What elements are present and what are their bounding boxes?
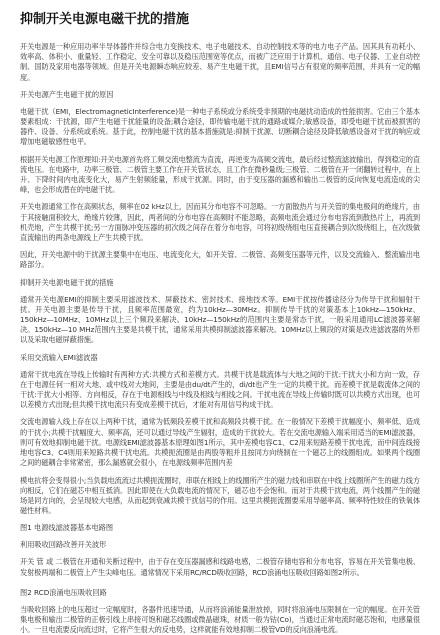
paragraph: 模电抗将会变得很小;当负载电流流过共模扼流圈时，串联在相线上的线圈所产生的磁力线和串联在中线上线圈所产生的磁力线方向相反，它们在磁芯中相互抵消。因此即使在大负载电流的情况下，磁芯也不会饱和。而对于共模干扰电流，两个线圈产生的磁场是同方向的，会呈现较大电感，从而起到衰减共模干扰信号的作用。这里共模扼流圈要采用导磁率高、频率特性较佳的铁氧体磁性材料。 [20, 475, 420, 516]
paragraph: 因此，开关电源中的干扰源主要集中在电压、电流变化大，如开关管、二极管、高频变压器等元件，以及交流输入、整流输出电路部分。 [20, 250, 420, 270]
section-heading: 抑制开关电源电磁干扰的措施 [20, 277, 114, 287]
paragraph: 通常干扰电流在导线上传输时有两种方式:共模方式和差模方式。共模干扰是载流体与大地之间的干扰:干扰大小和方向一致，存在于电源任何一相对大地、或中线对大地间，主要是由du/dt产生的，di/dt也产生一定的共模干扰。而差模干扰是载流体之间的干扰:干扰大小相等、方向相反，存在于电源相线与中线及相线与相线之间。干扰电流在导线上传输时既可以共模方式出现，也可以差模方式出现;但共模干扰电流只有变成差模干扰后，才能对有用信号构成干扰。 [20, 369, 420, 410]
paragraph: 开关电源是一种应用功率半导体器件并综合电力变换技术、电子电磁技术、自动控制技术等的电力电子产品。因其具有功耗小、效率高、体积小、重量轻、工作稳定、安全可靠以及稳压范围宽等优点，而被广泛应用于计算机、通信、电子仪器、工业自动控制、国防及家用电器等领域。但是开关电源瞬态响应较差、易产生电磁干扰，且EMI信号占有很宽的频率范围，并具有一定的幅度。 [20, 42, 420, 82]
article-body [20, 42, 420, 635]
section-heading: 图2 RCD浪涌电压吸收回路 [20, 587, 107, 597]
paragraph: 交流电源输入线上存在以上两种干扰，通常为低频段差模干扰和高频段共模干扰。在一般情况下差模干扰幅度小、频率低、造成的干扰小;共模干扰幅度大、频率高，还可以通过导线产生辐射，造成的干扰较大。若在交流电源输入端采用适当的EMI滤波器，则可有效地抑制电磁干扰。电源线EMI滤波器基本原理如图1所示，其中差模电容C1、C2用来短路差模干扰电流，而中间连线接地电容C3、C4则用来短路共模干扰电流。共模扼流圈是由两股等粗并且按同方向绕制在一个磁芯上的线圈组成。如果两个线圈之间的磁耦合非常紧密，那么漏感就会很小，在电源线频率范围内差 [20, 417, 420, 468]
section-heading: 采用交流输入EMI滤波器 [20, 352, 98, 362]
paragraph: 开关电源通常工作在高频状态，频率在02 kHz以上，因而其分布电容不可忽略。一方面散热片与开关管的集电极间的绝缘片，由于其接触面积较大，绝缘片较薄，因此，两者间的分布电容在高频时不能忽略，高频电流会通过分布电容流到散热片上，再流到机壳地，产生共模干扰;另一方面脉冲变压器的初次级之间存在着分布电容，可将初级绕组电压直接耦合到次级绕组上，在次级做直流输出的两条电源线上产生共模干扰。 [20, 202, 420, 243]
paragraph: 根据开关电源工作原理知:开关电源首先将工频交流电整流为直流，再逆变为高频交流电，最后经过整流滤波输出，得到稳定的直流电压。在电路中，功率三极管、二极管主要工作在开关管状态，且工作在微秒量级;三极管、二极管在开一闭翻转过程中，在上升、下降时间内电流变化大，易产生射频能量，形成干扰源。同时，由于变压器的漏感和输出二极管的反向恢复电流造成的尖峰，也会形成潜在的电磁干扰。 [20, 154, 420, 195]
paragraph: 开关 管 或 二极管在开通和关断过程中，由于存在变压器漏感和线路电感，二极管存储电容和分布电容，容易在开关管集电极、发射极两端和二极管上产生尖峰电压。通常情况下采用RC/RCD吸收回路，RCD浪涌电压吸收回路如图2所示。 [20, 557, 420, 577]
paragraph: 电磁干扰（EMI，ElectromagneticInterference)是一种电子系统或分系统受非预期的电磁扰动造成的性能损害。它由三个基本要素组成：干扰源，即产生电磁干扰能量的设备;耦合途径，即传输电磁干扰的通路或媒介;敏感设备，即受电磁干扰而被损害的器件、设备、分系统或系统。基于此，控制电磁干扰的基本措施就是:抑制干扰源、切断耦合途径及降低敏感设备对干扰的响应或增加电磁敏感性电平。 [20, 106, 420, 147]
paragraph: 通常开关电源EMI的抑制主要采用滤波技术、屏蔽技术、密封技术、接地技术等。EMI干扰按传播途径分为传导干扰和辐射干扰。开关电源主要是传导干扰，且频率范围最宽，约为10kHz—30MHz。抑制传导干扰的对策基本上10kHz—150kHz、150kHz—10MHz、10MHz以上三个频段来解决。10kHz—150kHz的范围内主要是常态干扰，一般采用通用LC滤波器来解决。150kHz—10 MHz范围内主要是共模干扰，通常采用共模抑制滤波器来解决。10MHz以上频段的对策是改进滤波器的外形以及采取电磁屏蔽措施。 [20, 294, 420, 345]
section-heading: 开关电源产生电磁干扰的原因 [20, 89, 114, 99]
section-heading: 利用吸收回路改善开关波形 [20, 540, 107, 550]
section-heading: 图1 电源线滤波器基本电路图 [20, 523, 114, 533]
paragraph: 当吸收回路上的电压超过一定幅度时，各器件迅速导通，从而将浪涌能量泄放掉，同时将浪涌电压限制在一定的幅度。在开关管集电极和输出二极管的正极引线上串接可饱和磁芯线圈或微晶磁珠，材质一般为钴(Co)，当通过正常电流时磁芯饱和，电感量很小。一旦电流要反向流过时，它将产生很大的反电势，这样就能有效地抑制二极管VD的反向浪涌电流。 [20, 604, 420, 635]
page-title: 抑制开关电源电磁干扰的措施 [20, 12, 190, 27]
